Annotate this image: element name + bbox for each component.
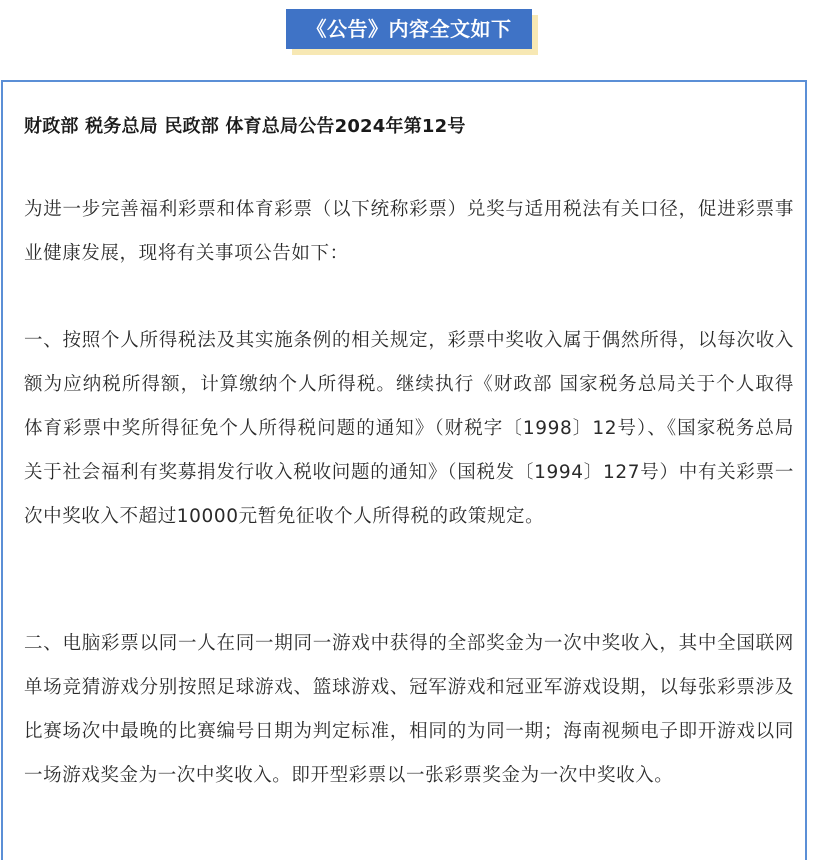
notice-paragraph-2: 二、电脑彩票以同一人在同一期同一游戏中获得的全部奖金为一次中奖收入，其中全国联网单场竞猜游戏分别按照足球游戏、篮球游戏、冠军游戏和冠亚军游戏设期，以每张彩票涉及比赛场次中最晚的比赛编号日期为判定标准，相同的为同一期；海南视频电子即开游戏以同一场游戏奖金为一次中奖收入。即开型彩票以一张彩票奖金为一次中奖收入。 [24,633,794,786]
notice-paragraph-intro: 为进一步完善福利彩票和体育彩票（以下统称彩票）兑奖与适用税法有关口径，促进彩票事业健康发展，现将有关事项公告如下： [24,199,794,264]
header-title: 《公告》内容全文如下 [286,9,532,49]
section-header [286,9,538,55]
notice-paragraph-1: 一、按照个人所得税法及其实施条例的相关规定，彩票中奖收入属于偶然所得，以每次收入额为应纳税所得额，计算缴纳个人所得税。继续执行《财政部 国家税务总局关于个人取得体育彩票中奖所得征免个人所得税问题的通知》（财税字〔1998〕12号）、《国家税务总局关于社会福利有奖募捐发行收入税收问题的通知》（国税发〔1994〕127号）中有关彩票一次中奖收入不超过10000元暂免征收个人所得税的政策规定。 [24,330,794,527]
notice-title: 财政部 税务总局 民政部 体育总局公告2024年第12号 [24,116,466,137]
notice-content-box [1,80,807,860]
